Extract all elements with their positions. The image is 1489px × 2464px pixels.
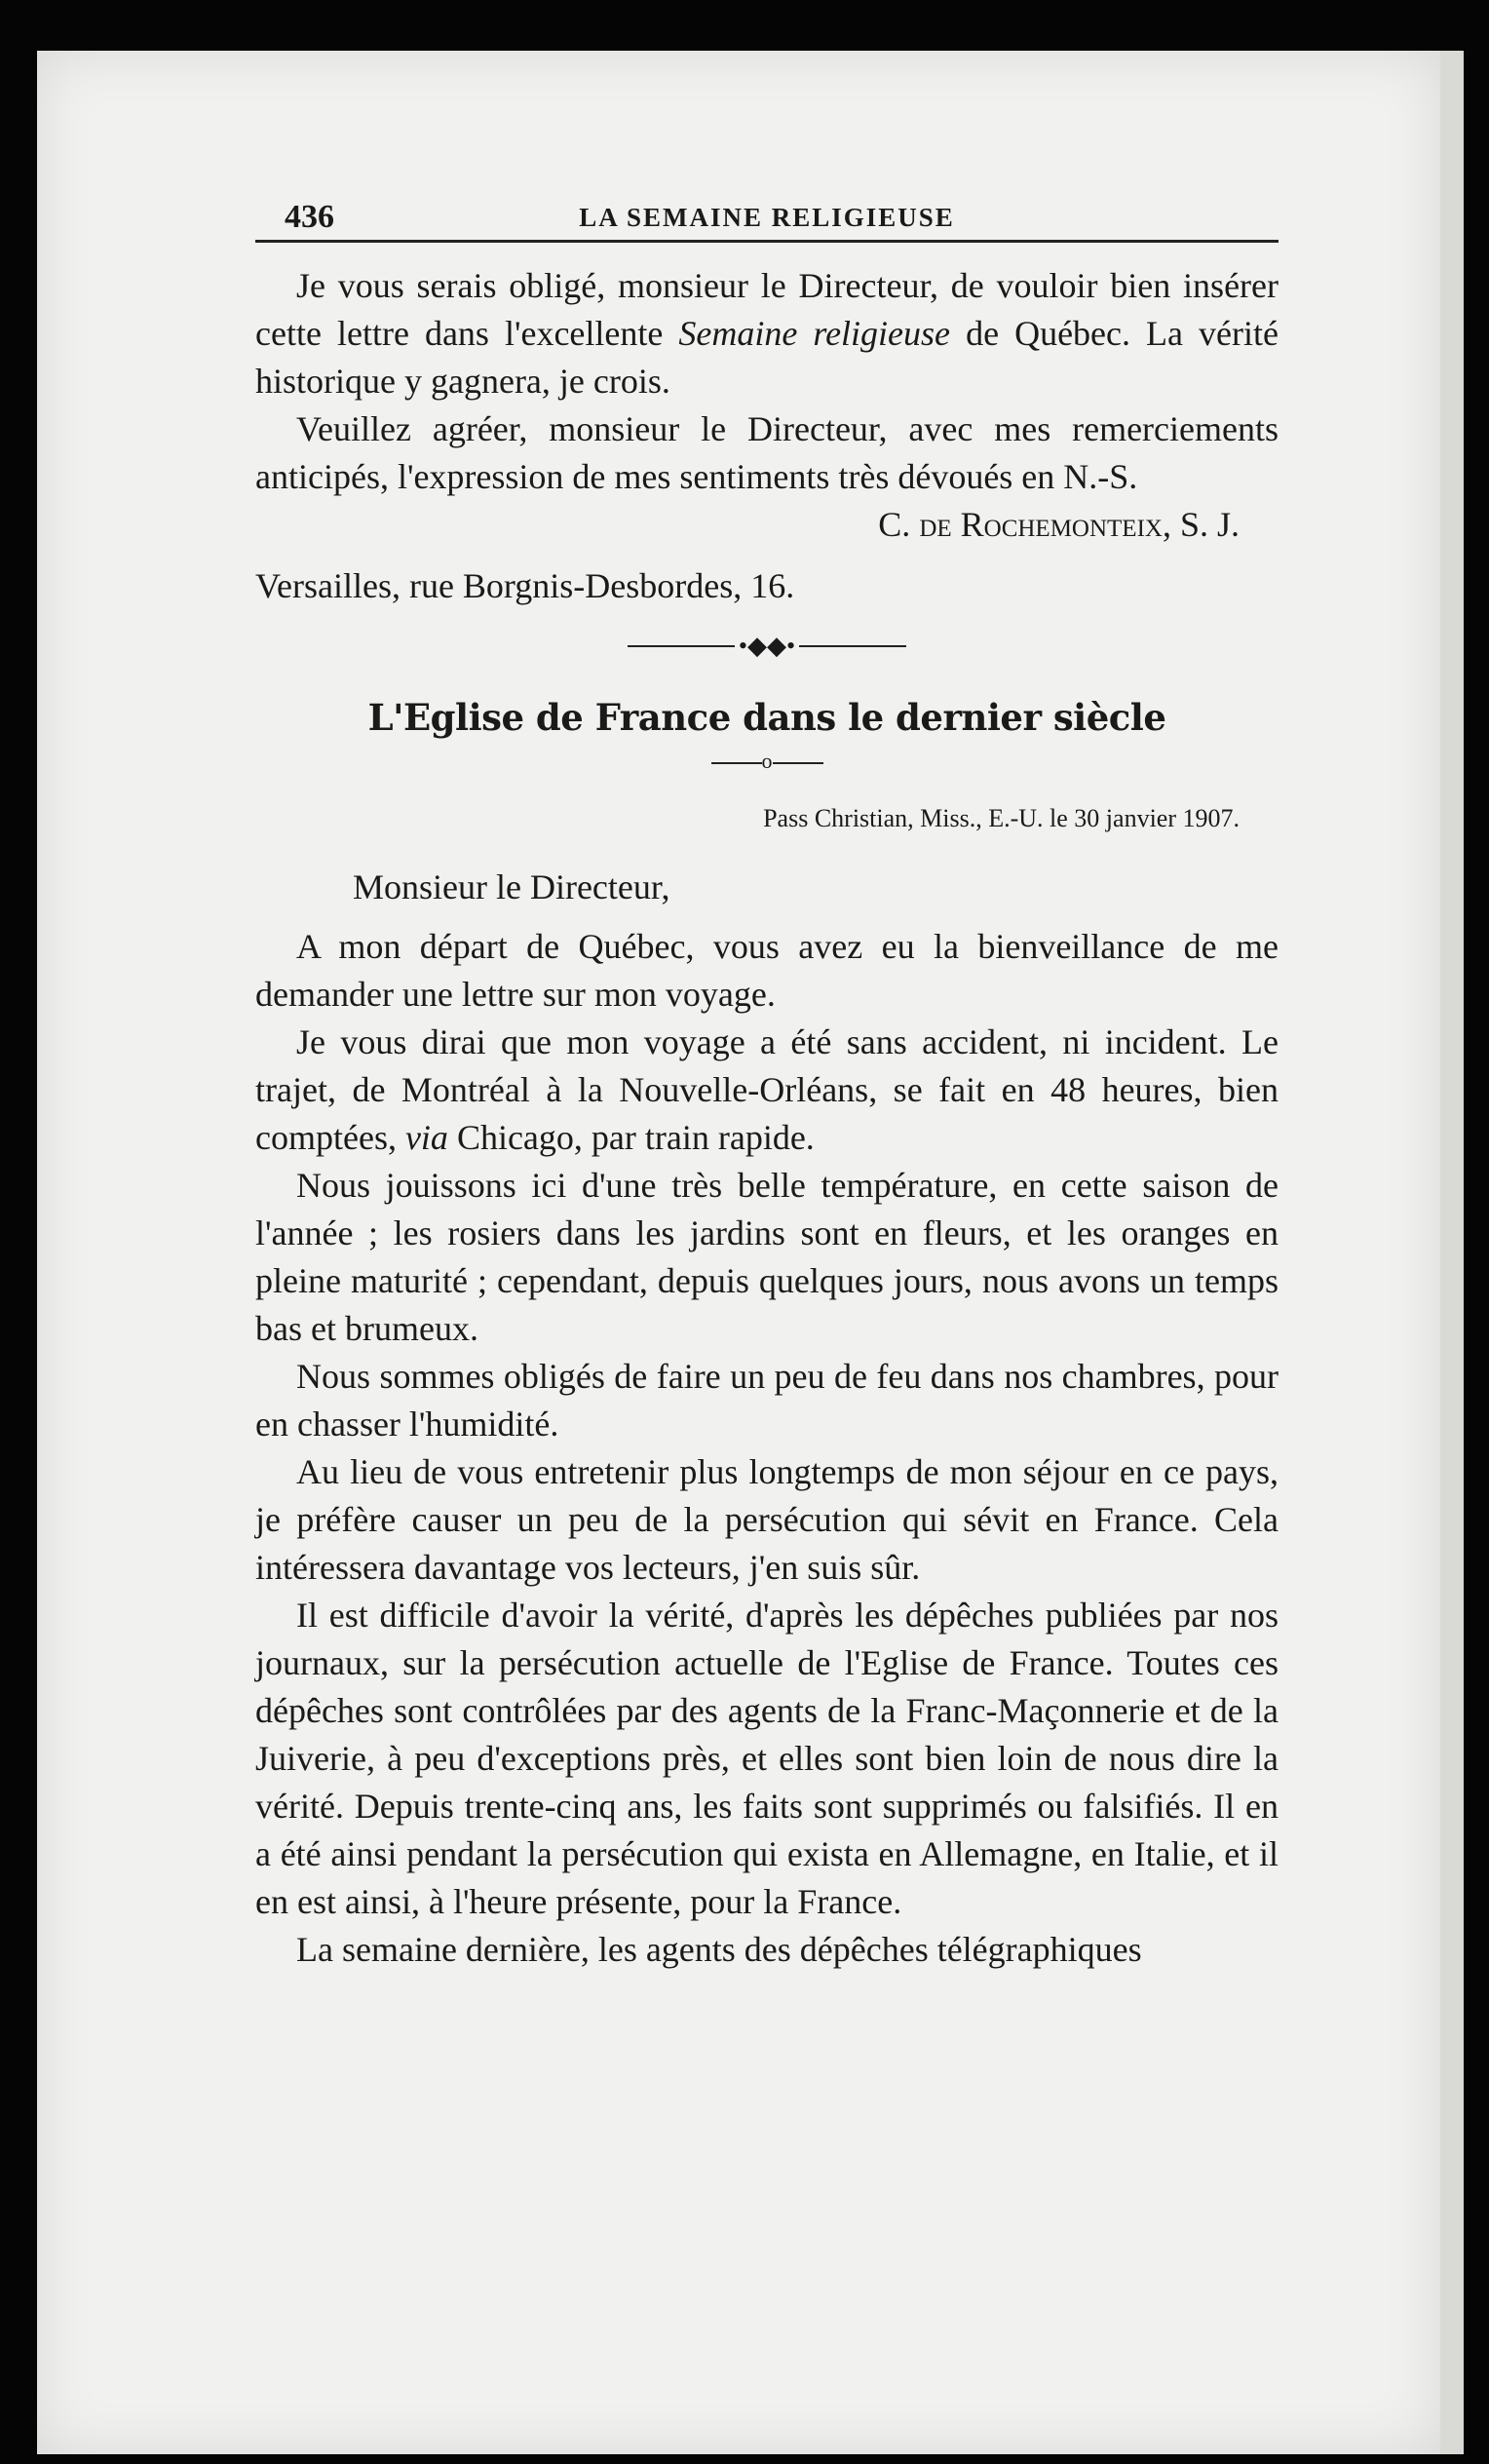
address-line: Versailles, rue Borgnis-Desbordes, 16. xyxy=(255,566,795,605)
salutation: Monsieur le Directeur, xyxy=(353,867,670,907)
letter-paragraph-1: Je vous serais obligé, monsieur le Directeur, de vouloir bien insérer cette lettre dans l'excellente Semaine religieuse de Québec. La vérité historique y gagnera, je crois. xyxy=(255,266,1279,401)
letter-paragraph-2: Veuillez agréer, monsieur le Directeur, avec mes remerciements anticipés, l'expression de mes sentiments très dévoués en N.-S. xyxy=(255,409,1279,496)
journal-title: Semaine religieuse xyxy=(678,314,951,353)
article-paragraph-7: La semaine dernière, les agents des dépêches télégraphiques xyxy=(296,1930,1142,1970)
article-paragraph-4: Nous sommes obligés de faire un peu de feu dans nos chambres, pour en chasser l'humidité. xyxy=(255,1357,1279,1444)
page-content xyxy=(255,181,1279,1974)
title-ornament: o xyxy=(255,749,1279,774)
section-ornament: •◆◆• xyxy=(255,630,1279,661)
running-head: LA SEMAINE RELIGIEUSE xyxy=(579,203,955,232)
article-paragraph-3: Nous jouissons ici d'une très belle température, en cette saison de l'année ; les rosiers dans les jardins sont en fleurs, et les oranges en pleine maturité ; cependant, depuis quelques jours, nous avons un temps bas et brumeux. xyxy=(255,1166,1279,1349)
article-paragraph-2: Je vous dirai que mon voyage a été sans accident, ni incident. Le trajet, de Montréal à la Nouvelle-Orléans, se fait en 48 heures, bien comptées, via Chicago, par train rapide. xyxy=(255,1022,1279,1158)
page-header xyxy=(255,181,1279,243)
page-edge-shadow xyxy=(1440,51,1464,2454)
article-paragraph-5: Au lieu de vous entretenir plus longtemps de mon séjour en ce pays, je préfère causer un peu de la persécution qui sévit en France. Cela intéressera davantage vos lecteurs, j'en suis sûr. xyxy=(255,1452,1279,1588)
article-title: L'Eglise de France dans le dernier siècle xyxy=(367,696,1166,740)
signature: C. de Rochemonteix, S. J. xyxy=(878,505,1240,544)
article-paragraph-1: A mon départ de Québec, vous avez eu la bienveillance de me demander une lettre sur mon voyage. xyxy=(255,927,1279,1015)
article-paragraph-6: Il est difficile d'avoir la vérité, d'après les dépêches publiées par nos journaux, sur la persécution actuelle de l'Eglise de France. Toutes ces dépêches sont contrôlées par des agents de la Franc-Maçonnerie et de la Juiverie, à peu d'exceptions près, et elles sont bien loin de nous dire la vérité. Depuis trente-cinq ans, les faits sont supprimés ou falsifiés. Il en a été ainsi pendant la persécution qui exista en Allemagne, en Italie, et il en est ainsi, à l'heure présente, pour la France. xyxy=(255,1596,1279,1922)
dateline: Pass Christian, Miss., E.-U. le 30 janvier 1907. xyxy=(763,804,1240,833)
page-number: 436 xyxy=(285,199,334,235)
